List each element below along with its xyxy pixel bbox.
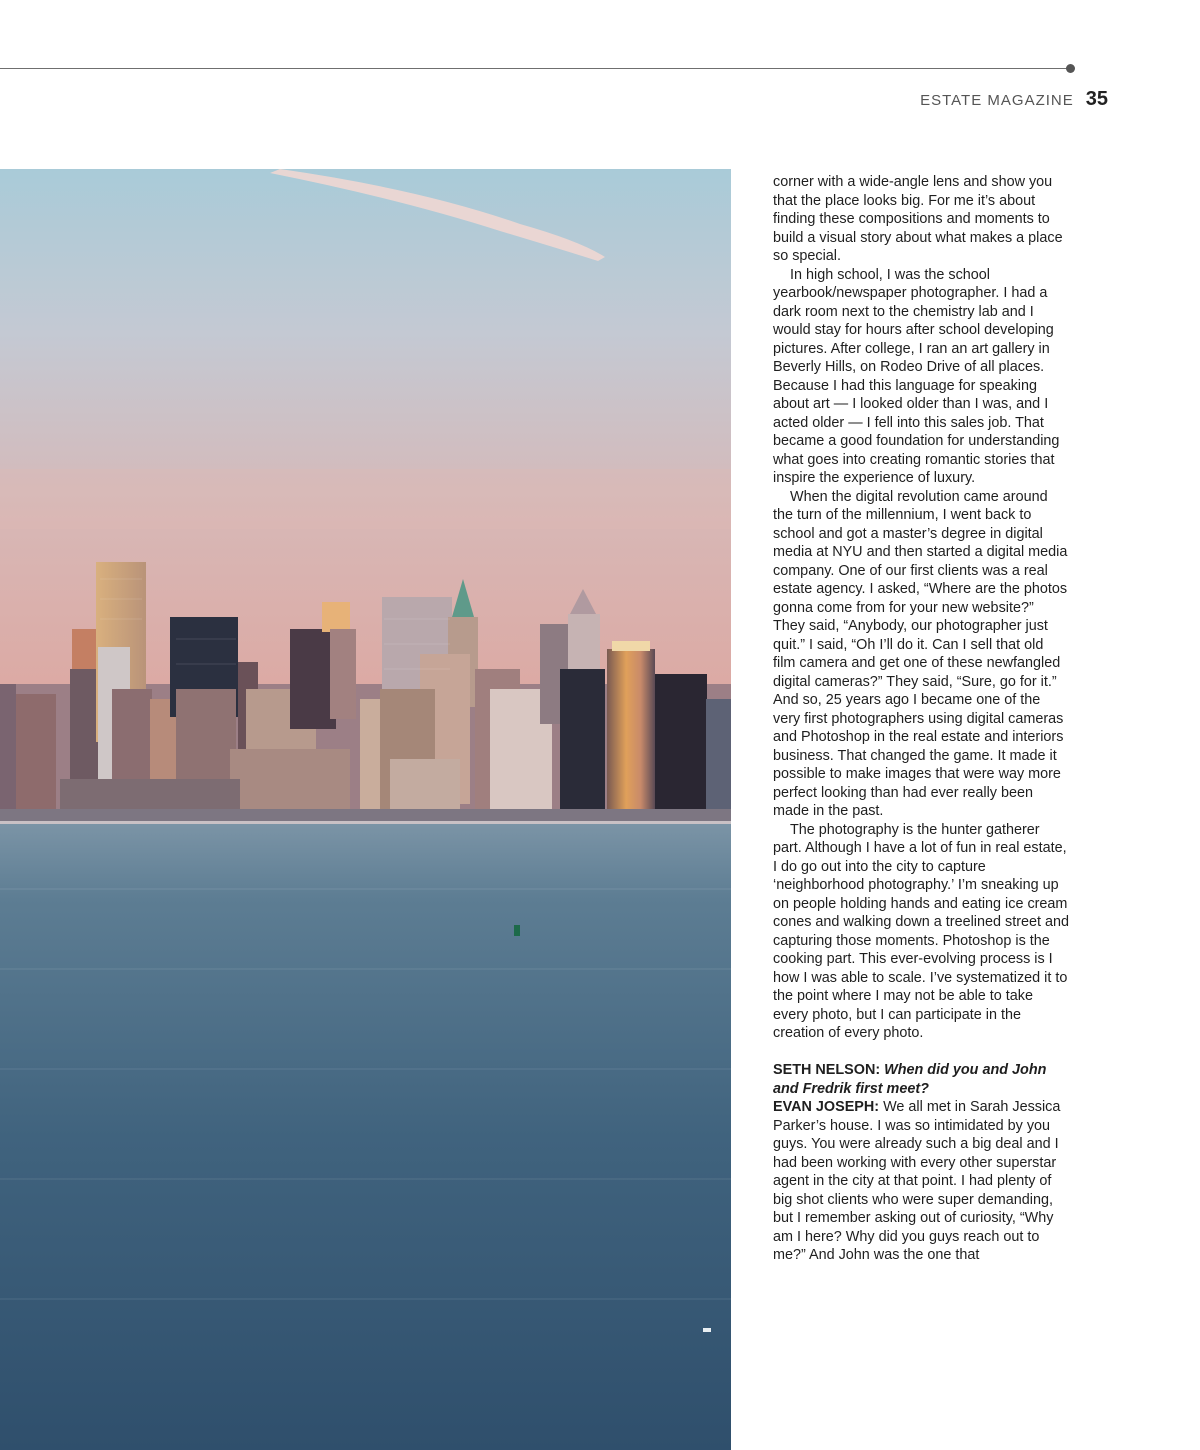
body-paragraph: When the digital revolution came around the turn of the millennium, I went back to school and got a master’s degree in digital media at NYU and then started a digital media company. One of our first clients was a real estate agency. I asked, “Where are the photos gonna come from for your new website?” They said, “Anybody, our photographer just quit.” I said, “Oh I’ll do it. Can I sell that old film camera and get one of these newfangled digital cameras?” They said, “Sure, go for it.” And so, 25 years ago I became one of the very first photographers using digital cameras and Photoshop in the real estate and interiors business. That changed the game. It made it possible to make images that were way more perfect looking than had ever really been made in the past. (773, 488, 1068, 819)
body-paragraph: In high school, I was the school yearbook/newspaper photographer. I had a dark room next to the chemistry lab and I would stay for hours after school developing pictures. After college, I ran an art gallery in Beverly Hills, on Rodeo Drive of all places. Because I had this language for speaking about art — I looked older than I was, and I acted older — I fell into this sales job. That became a good foundation for understanding what goes into creating romantic stories that inspire the experience of luxury. (773, 266, 1060, 486)
interview-answer (773, 1098, 1069, 1265)
interview-question (773, 1061, 1069, 1098)
magazine-name: ESTATE MAGAZINE (920, 92, 1074, 109)
header-rule (0, 68, 1070, 69)
skyline-photo (0, 169, 731, 1450)
running-head (920, 88, 1108, 111)
answer-speaker: EVAN JOSEPH: (773, 1099, 880, 1115)
question-text: When did you and John and Fredrik first meet? (773, 1062, 1047, 1097)
question-speaker: SETH NELSON: (773, 1062, 881, 1078)
header-rule-dot (1066, 64, 1075, 73)
body-paragraph: corner with a wide-angle lens and show you that the place looks big. For me it’s about finding these compositions and moments to build a visual story about what makes a place so special. (773, 174, 1063, 264)
page-number: 35 (1085, 88, 1108, 110)
body-paragraph: The photography is the hunter gatherer part. Although I have a lot of fun in real estate, I do go out into the city to capture ‘neighborhood photography.’ I’m sneaking up on people holding hands and eating ice cream cones and walking down a treelined street and capturing those moments. Photoshop is the cooking part. This ever-evolving process is I how I was able to scale. I’ve systematized it to the point where I may not be able to take every photo, but I can participate in the creation of every photo. (773, 821, 1069, 1041)
answer-text: We all met in Sarah Jessica Parker’s house. I was so intimidated by you guys. You were already such a big deal and I had been working with every other superstar agent in the city at that point. I had plenty of big shot clients who were super demanding, but I remember asking out of curiosity, “Why am I here? Why did you guys reach out to me?” And John was the one that (773, 1099, 1061, 1263)
article-column (773, 173, 1069, 1265)
